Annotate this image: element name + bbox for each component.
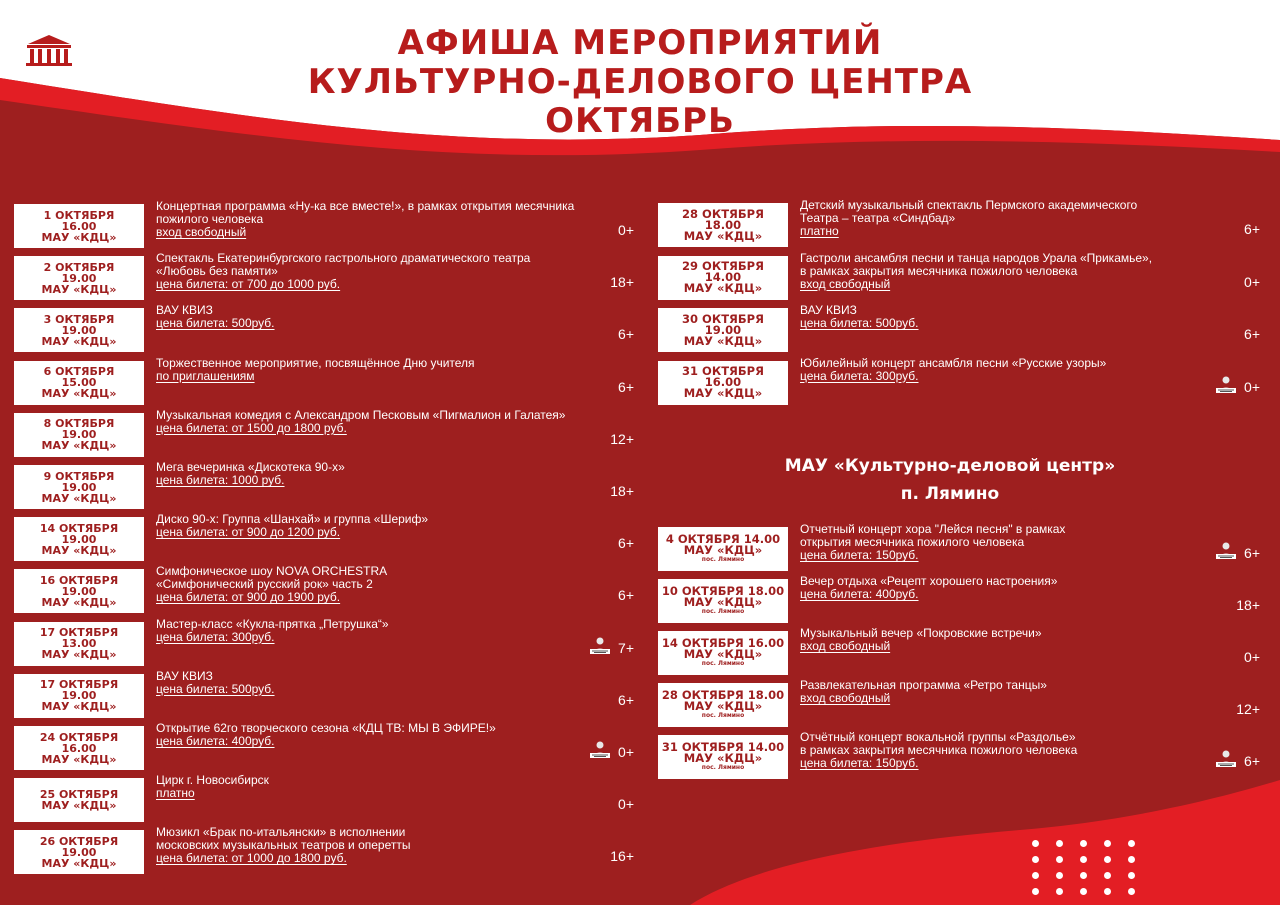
event-title-line: Вечер отдыха «Рецепт хорошего настроения» <box>800 574 1058 588</box>
event-title-line: Детский музыкальный спектакль Пермского академического <box>800 198 1138 212</box>
event-date: 6 ОКТЯБРЯ <box>43 365 115 379</box>
event-title-line: Мюзикл «Брак по-итальянски» в исполнении <box>156 825 406 840</box>
event-price-link[interactable]: вход свободный <box>800 639 891 653</box>
event-title-line: Театра – театра «Синдбад» <box>800 211 956 225</box>
event-description <box>800 523 1220 562</box>
event-date: 1 ОКТЯБРЯ <box>43 208 115 222</box>
event-price-link[interactable]: платно <box>800 224 839 238</box>
event-title-line: в рамках закрытия месячника пожилого человека <box>800 743 1078 757</box>
event-row <box>14 355 634 405</box>
event-title-line: Мастер-класс «Кукла-прятка „Петрушка“» <box>156 616 389 631</box>
event-price-link[interactable]: цена билета: от 700 до 1000 руб. <box>156 277 341 292</box>
decorative-dot <box>1080 840 1087 847</box>
event-description <box>156 304 626 330</box>
age-rating-badge: 18+ <box>610 274 634 291</box>
event-title-line: ВАУ КВИЗ <box>800 303 857 317</box>
event-title-line: Отчётный концерт вокальной группы «Раздолье» <box>800 730 1076 744</box>
event-date-badge <box>658 203 788 247</box>
event-date: 28 ОКТЯБРЯ <box>682 206 764 221</box>
event-date: 3 ОКТЯБРЯ <box>43 312 115 326</box>
event-date: 31 ОКТЯБРЯ <box>661 740 744 754</box>
event-date-badge <box>658 631 788 675</box>
event-date: 17 ОКТЯБРЯ <box>39 678 119 692</box>
event-time: 19.00 <box>61 584 97 598</box>
decorative-dot <box>1032 840 1039 847</box>
event-row <box>14 721 634 770</box>
event-venue: МАУ «КДЦ» <box>683 228 763 243</box>
event-time: 19.00 <box>61 689 97 703</box>
event-venue: МАУ «КДЦ» <box>41 334 117 348</box>
event-row <box>658 730 1260 779</box>
event-row <box>14 407 634 457</box>
event-title-line: ВАУ КВИЗ <box>156 303 213 318</box>
decorative-dot <box>1032 888 1039 895</box>
age-rating-badge: 16+ <box>610 848 634 865</box>
event-date: 30 ОКТЯБРЯ <box>682 311 764 326</box>
decorative-dot <box>1128 840 1135 847</box>
pushkin-card-icon <box>1216 749 1236 767</box>
age-rating-badge: 18+ <box>1236 597 1260 613</box>
event-price-link[interactable]: цена билета: 500руб. <box>800 316 919 330</box>
lyamino-section-title <box>700 452 1200 508</box>
event-date: 25 ОКТЯБРЯ <box>39 788 119 802</box>
pushkin-card-icon <box>590 740 610 758</box>
decorative-dot <box>1056 888 1063 895</box>
event-venue-sub: пос. Лямино <box>701 608 745 615</box>
decorative-dot <box>1104 888 1111 895</box>
age-rating-badge: 7+ <box>618 639 634 656</box>
decorative-dot <box>1080 888 1087 895</box>
event-time: 14.00 <box>704 270 742 284</box>
event-date: 17 ОКТЯБРЯ <box>39 626 119 640</box>
event-title-line: открытия месячника пожилого человека <box>800 535 1025 549</box>
event-venue: МАУ «КДЦ» <box>41 648 117 662</box>
event-row <box>14 199 634 248</box>
event-description <box>156 252 626 291</box>
event-price-link[interactable]: цена билета: 500руб. <box>156 316 275 331</box>
event-description <box>800 731 1220 770</box>
event-description <box>156 565 626 604</box>
event-description <box>800 627 1220 653</box>
pushkin-card-icon <box>1216 375 1236 393</box>
event-row <box>14 773 634 822</box>
event-price-link[interactable]: цена билета: 400руб. <box>156 734 275 748</box>
event-title-line: Спектакль Екатеринбургского гастрольного драматического театра <box>156 251 531 266</box>
event-row <box>14 616 634 666</box>
decorative-dot <box>1104 840 1111 847</box>
decorative-dot <box>1128 872 1135 879</box>
event-time: 19.00 <box>61 428 97 442</box>
event-venue: МАУ «КДЦ» <box>683 647 763 661</box>
event-row <box>14 512 634 561</box>
age-rating-badge: 6+ <box>618 378 634 395</box>
event-time: 15.00 <box>61 376 97 390</box>
event-date-badge <box>658 735 788 779</box>
event-time: 16.00 <box>61 219 97 233</box>
event-date-badge <box>14 465 144 509</box>
event-date-badge <box>658 256 788 300</box>
decorative-dot <box>1032 856 1039 863</box>
event-row <box>14 564 634 613</box>
event-date: 24 ОКТЯБРЯ <box>39 730 119 744</box>
title-line-2: КУЛЬТУРНО-ДЕЛОВОГО ЦЕНТРА <box>307 62 973 102</box>
decorative-dot <box>1128 856 1135 863</box>
decorative-dot <box>1128 888 1135 895</box>
event-date-badge <box>658 683 788 727</box>
age-rating-badge: 6+ <box>618 587 634 604</box>
age-rating-badge: 12+ <box>1236 701 1260 717</box>
event-row <box>14 825 634 874</box>
section-title-line-2: п. Лямино <box>900 484 1000 504</box>
event-date-badge <box>14 830 144 874</box>
event-description <box>156 774 626 800</box>
event-price-link[interactable]: платно <box>156 786 195 801</box>
event-description <box>800 679 1220 705</box>
event-time: 16.00 <box>61 741 97 755</box>
event-title-line: Гастроли ансамбля песни и танца народов Урала «Прикамье», <box>800 250 1153 265</box>
age-rating-badge: 6+ <box>1244 221 1260 237</box>
event-price-link[interactable]: вход свободный <box>800 276 891 291</box>
event-title-line: Развлекательная программа «Ретро танцы» <box>800 678 1047 692</box>
theatre-logo-icon <box>20 30 78 70</box>
event-venue: МАУ «КДЦ» <box>41 282 117 296</box>
event-price-link[interactable]: цена билета: 1000 руб. <box>156 473 285 487</box>
age-rating-badge: 6+ <box>1244 545 1260 561</box>
event-date: 2 ОКТЯБРЯ <box>43 260 115 274</box>
event-date-badge <box>14 726 144 770</box>
event-venue: МАУ «КДЦ» <box>41 439 117 453</box>
event-time: 14.00 <box>747 740 785 754</box>
section-title-line-1: МАУ «Культурно-деловой центр» <box>784 456 1116 476</box>
event-price-link[interactable]: цена билета: от 900 до 1200 руб. <box>156 525 341 540</box>
event-date-badge <box>14 256 144 300</box>
decorative-dot <box>1080 872 1087 879</box>
event-description <box>156 357 626 383</box>
event-date: 28 ОКТЯБРЯ <box>661 688 744 702</box>
event-title-line: Цирк г. Новосибирск <box>156 773 269 788</box>
decorative-dot <box>1032 872 1039 879</box>
decorative-dot <box>1104 856 1111 863</box>
event-date: 26 ОКТЯБРЯ <box>39 834 119 848</box>
event-title-line: Юбилейный концерт ансамбля песни «Русские узоры» <box>800 355 1107 370</box>
event-venue-sub: пос. Лямино <box>701 660 745 667</box>
event-title-line: Торжественное мероприятие, посвящённое Дню учителя <box>156 355 475 370</box>
event-date-badge <box>658 527 788 571</box>
event-title-line: Концертная программа «Ну-ка все вместе!», в рамках открытия месячника <box>156 199 575 213</box>
event-time: 19.00 <box>61 271 97 285</box>
event-venue: МАУ «КДЦ» <box>41 387 117 401</box>
event-venue: МАУ «КДЦ» <box>41 491 117 505</box>
event-row <box>658 355 1260 405</box>
event-description <box>156 513 626 539</box>
pushkin-card-icon <box>590 636 610 654</box>
event-date-badge <box>14 204 144 248</box>
event-description <box>800 304 1220 330</box>
event-venue: МАУ «КДЦ» <box>41 752 117 766</box>
event-venue: МАУ «КДЦ» <box>41 799 117 813</box>
age-rating-badge: 18+ <box>610 483 634 499</box>
event-venue: МАУ «КДЦ» <box>683 543 763 557</box>
event-time: 18.00 <box>747 584 785 598</box>
event-price-link[interactable]: цена билета: 300руб. <box>156 629 275 644</box>
decorative-dot <box>1104 872 1111 879</box>
event-venue: МАУ «КДЦ» <box>41 700 117 714</box>
event-row <box>658 250 1260 300</box>
event-row <box>14 303 634 352</box>
event-date: 31 ОКТЯБРЯ <box>682 364 764 378</box>
event-venue: МАУ «КДЦ» <box>41 543 117 557</box>
event-title-line: «Симфонический русский рок» часть 2 <box>156 577 373 592</box>
event-venue: МАУ «КДЦ» <box>683 699 763 713</box>
event-row <box>658 303 1260 352</box>
age-rating-badge: 12+ <box>610 430 634 447</box>
event-date-badge <box>14 361 144 405</box>
event-venue-sub: пос. Лямино <box>701 764 745 771</box>
event-date: 14 ОКТЯБРЯ <box>661 636 744 650</box>
event-date-badge <box>14 517 144 561</box>
event-date: 9 ОКТЯБРЯ <box>43 469 115 483</box>
event-title-line: московских музыкальных театров и оперетты <box>156 838 411 853</box>
event-row <box>658 678 1260 727</box>
event-date-badge <box>658 579 788 623</box>
event-venue: МАУ «КДЦ» <box>41 856 117 870</box>
event-row <box>14 668 634 718</box>
event-venue: МАУ «КДЦ» <box>41 595 117 609</box>
event-title-line: Открытие 62го творческого сезона «КДЦ ТВ: МЫ В ЭФИРЕ!» <box>156 721 496 735</box>
event-description <box>800 199 1220 238</box>
event-title-line: ВАУ КВИЗ <box>156 668 213 683</box>
event-price-link[interactable]: цена билета: 150руб. <box>800 548 919 562</box>
event-description <box>156 200 626 239</box>
event-price-link[interactable]: по приглашениям <box>156 368 255 383</box>
event-date: 16 ОКТЯБРЯ <box>39 573 119 587</box>
event-price-link[interactable]: цена билета: 400руб. <box>800 587 919 601</box>
event-time: 19.00 <box>61 480 97 494</box>
event-time: 16.00 <box>747 636 785 650</box>
event-price-link[interactable]: цена билета: от 1000 до 1800 руб. <box>156 851 347 866</box>
decorative-dot <box>1056 840 1063 847</box>
event-date-badge <box>14 622 144 666</box>
event-price-link[interactable]: цена билета: от 1500 до 1800 руб. <box>156 420 347 435</box>
event-date: 10 ОКТЯБРЯ <box>661 584 744 598</box>
event-date-badge <box>14 413 144 457</box>
event-venue-sub: пос. Лямино <box>701 556 745 563</box>
decorative-dot <box>1056 872 1063 879</box>
event-date-badge <box>658 361 788 405</box>
event-title-line: Симфоническое шоу NOVA ORCHESTRA <box>156 564 388 579</box>
event-date-badge <box>14 674 144 718</box>
event-title-line: «Любовь без памяти» <box>156 264 278 279</box>
age-rating-badge: 0+ <box>1244 649 1260 665</box>
event-price-link[interactable]: вход свободный <box>800 691 891 705</box>
event-date: 14 ОКТЯБРЯ <box>39 521 119 535</box>
event-description <box>156 461 626 487</box>
event-description <box>800 357 1220 383</box>
event-venue: МАУ «КДЦ» <box>41 230 117 244</box>
event-date-badge <box>14 778 144 822</box>
event-description <box>156 618 626 644</box>
age-rating-badge: 6+ <box>618 326 634 343</box>
event-time: 19.00 <box>61 845 97 859</box>
event-time: 18.00 <box>747 688 785 702</box>
event-venue: МАУ «КДЦ» <box>683 281 763 295</box>
event-title-line: Отчетный концерт хора "Лейся песня" в рамках <box>800 522 1066 536</box>
decorative-dot <box>1080 856 1087 863</box>
event-description <box>156 670 626 696</box>
decorative-dot <box>1056 856 1063 863</box>
age-rating-badge: 6+ <box>1244 326 1260 342</box>
event-venue: МАУ «КДЦ» <box>683 386 763 400</box>
event-venue: МАУ «КДЦ» <box>683 333 763 348</box>
event-row <box>658 522 1260 571</box>
age-rating-badge: 0+ <box>1244 273 1260 290</box>
event-time: 13.00 <box>61 637 97 651</box>
event-time: 19.00 <box>61 323 97 337</box>
event-title-line: в рамках закрытия месячника пожилого человека <box>800 263 1078 278</box>
age-rating-badge: 0+ <box>618 222 634 238</box>
age-rating-badge: 0+ <box>1244 378 1260 395</box>
event-venue-sub: пос. Лямино <box>701 712 745 719</box>
event-date-badge <box>14 308 144 352</box>
event-title-line: Музыкальная комедия с Александром Песковым «Пигмалион и Галатея» <box>156 407 566 422</box>
page-title <box>300 24 980 141</box>
event-price-link[interactable]: цена билета: 300руб. <box>800 368 919 383</box>
event-title-line: пожилого человека <box>156 212 264 226</box>
title-line-1: АФИША МЕРОПРИЯТИЙ <box>397 23 883 63</box>
event-price-link[interactable]: цена билета: 500руб. <box>156 681 275 696</box>
event-description <box>800 575 1220 601</box>
event-date: 29 ОКТЯБРЯ <box>682 259 764 273</box>
event-date-badge <box>14 569 144 613</box>
event-date: 4 ОКТЯБРЯ <box>665 532 740 546</box>
event-time: 16.00 <box>704 375 742 389</box>
event-description <box>800 252 1220 291</box>
age-rating-badge: 6+ <box>618 691 634 708</box>
event-description <box>156 826 626 865</box>
event-time: 19.00 <box>704 322 742 337</box>
event-title-line: Мега вечеринка «Дискотека 90-х» <box>156 460 345 474</box>
event-price-link[interactable]: вход свободный <box>156 225 247 239</box>
title-line-3: ОКТЯБРЬ <box>545 101 735 141</box>
event-description <box>156 409 626 435</box>
event-price-link[interactable]: цена билета: 150руб. <box>800 756 919 770</box>
event-date: 8 ОКТЯБРЯ <box>43 417 115 431</box>
age-rating-badge: 0+ <box>618 796 634 813</box>
event-row <box>14 460 634 509</box>
event-time: 19.00 <box>61 532 97 546</box>
event-title-line: Музыкальный вечер «Покровские встречи» <box>800 626 1042 640</box>
event-venue: МАУ «КДЦ» <box>683 595 763 609</box>
event-row <box>658 198 1260 247</box>
age-rating-badge: 6+ <box>618 535 634 552</box>
event-date-badge <box>658 308 788 352</box>
age-rating-badge: 0+ <box>618 744 634 760</box>
event-time: 18.00 <box>704 217 742 232</box>
event-venue: МАУ «КДЦ» <box>683 751 763 765</box>
event-time: 14.00 <box>743 532 781 546</box>
event-price-link[interactable]: цена билета: от 900 до 1900 руб. <box>156 590 341 605</box>
event-row <box>658 574 1260 623</box>
event-row <box>658 626 1260 675</box>
event-description <box>156 722 626 748</box>
event-row <box>14 251 634 300</box>
pushkin-card-icon <box>1216 541 1236 559</box>
event-title-line: Диско 90-х: Группа «Шанхай» и группа «Шериф» <box>156 512 429 527</box>
age-rating-badge: 6+ <box>1244 753 1260 769</box>
